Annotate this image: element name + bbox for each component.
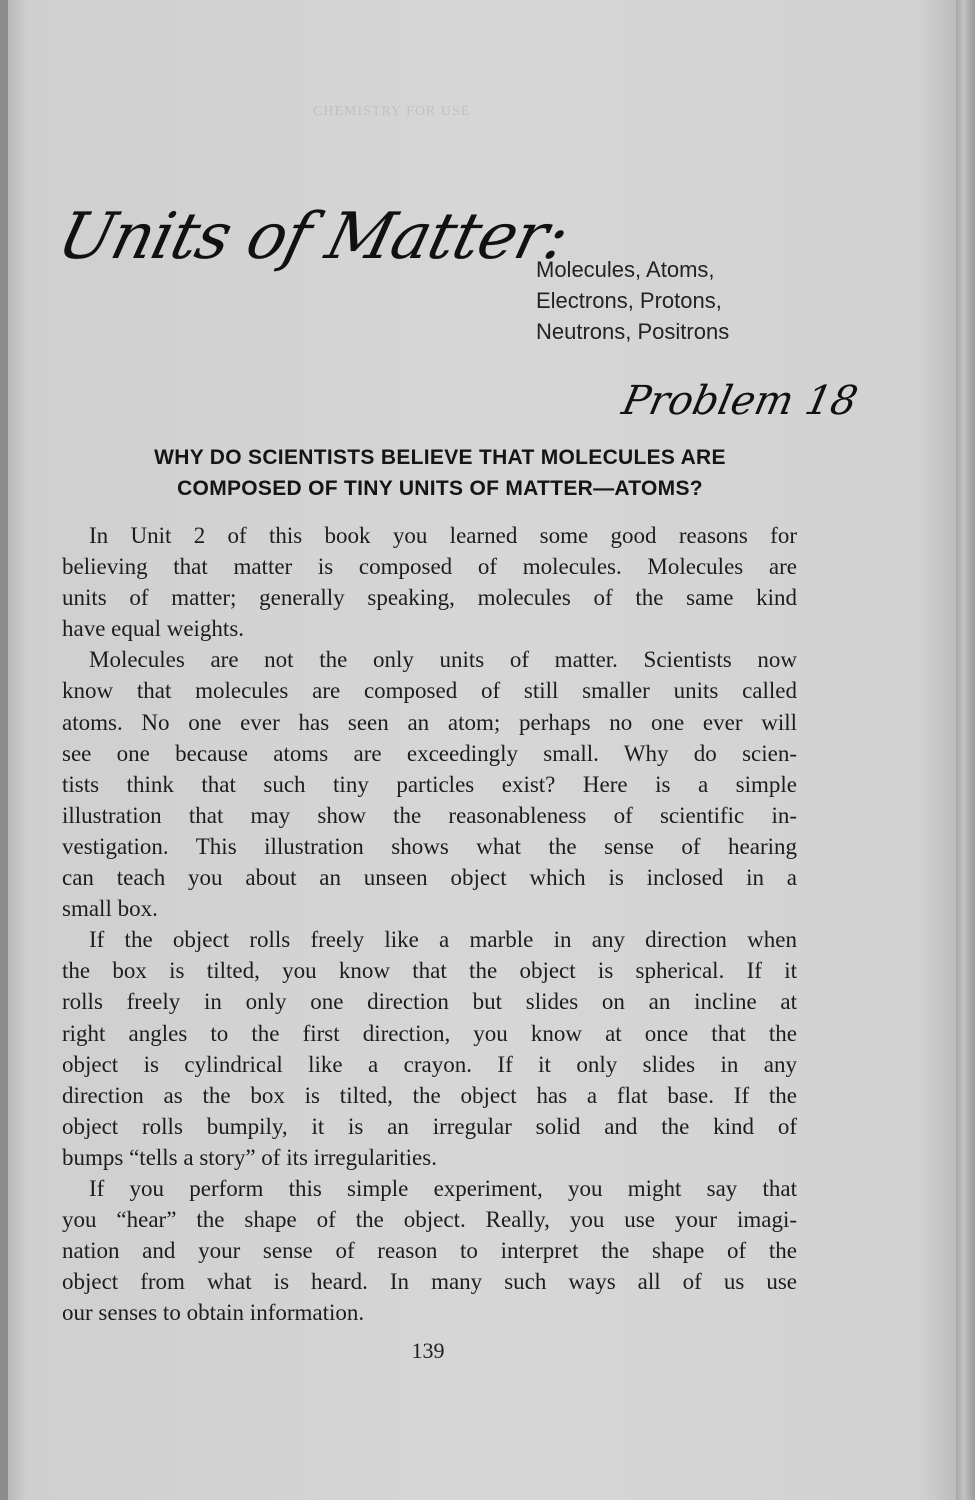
problem-heading [60,442,820,504]
text-line: can teach you about an unseen object which is inclosed in a [62,865,797,891]
text-line: illustration that may show the reasonableness of scientific in- [62,802,797,828]
text-line: believing that matter is composed of molecules. Molecules are [62,554,797,580]
text-line: small box. [62,896,158,922]
heading-line: WHY DO SCIENTISTS BELIEVE THAT MOLECULES ARE [154,446,726,469]
text-line: the box is tilted, you know that the object is spherical. If it [62,958,797,984]
text-line: units of matter; generally speaking, molecules of the same kind [62,585,797,611]
subtitle-line: Electrons, Protons, [536,288,722,313]
problem-label: Problem 18 [618,378,862,424]
text-line: nation and your sense of reason to interpret the shape of the [62,1238,797,1264]
text-line: our senses to obtain information. [62,1300,365,1326]
bleed-through-header: CHEMISTRY FOR USE [313,104,471,119]
paragraph [62,644,797,924]
subtitle-line: Molecules, Atoms, [536,257,715,282]
text-line: you “hear” the shape of the object. Really, you use your imagi- [62,1207,797,1233]
text-line: have equal weights. [62,616,245,642]
text-line: rolls freely in only one direction but slides on an incline at [62,989,797,1015]
text-line: If you perform this simple experiment, you might say that [89,1175,797,1201]
text-line: vestigation. This illustration shows what the sense of hearing [62,833,797,859]
paragraph [62,924,797,1173]
text-line: bumps “tells a story” of its irregularities. [62,1144,437,1170]
heading-line: COMPOSED OF TINY UNITS OF MATTER—ATOMS? [177,477,703,500]
text-line: Molecules are not the only units of matter. Scientists now [89,647,797,673]
paragraph [62,520,797,644]
text-line: know that molecules are composed of still smaller units called [62,678,797,704]
page-edge [956,0,975,1500]
chapter-subtitle [536,254,796,347]
text-line: If the object rolls freely like a marble in any direction when [89,927,797,953]
chapter-title: Units of Matter: [50,200,576,274]
subtitle-line: Neutrons, Positrons [536,319,730,344]
text-line: atoms. No one ever has seen an atom; perhaps no one ever will [62,709,797,735]
text-line: object rolls bumpily, it is an irregular solid and the kind of [62,1113,797,1139]
body-text [62,520,797,1328]
text-line: direction as the box is tilted, the object has a flat base. If the [62,1082,797,1108]
text-line: In Unit 2 of this book you learned some good reasons for [89,523,797,548]
text-line: see one because atoms are exceedingly small. Why do scien- [62,740,797,766]
text-line: tists think that such tiny particles exist? Here is a simple [62,771,797,797]
text-line: right angles to the first direction, you know at once that the [62,1020,797,1046]
text-line: object is cylindrical like a crayon. If it only slides in any [62,1051,797,1077]
text-line: object from what is heard. In many such ways all of us use [62,1269,797,1295]
page-number: 139 [411,1338,445,1363]
book-page [8,0,956,1500]
paragraph [62,1173,797,1328]
